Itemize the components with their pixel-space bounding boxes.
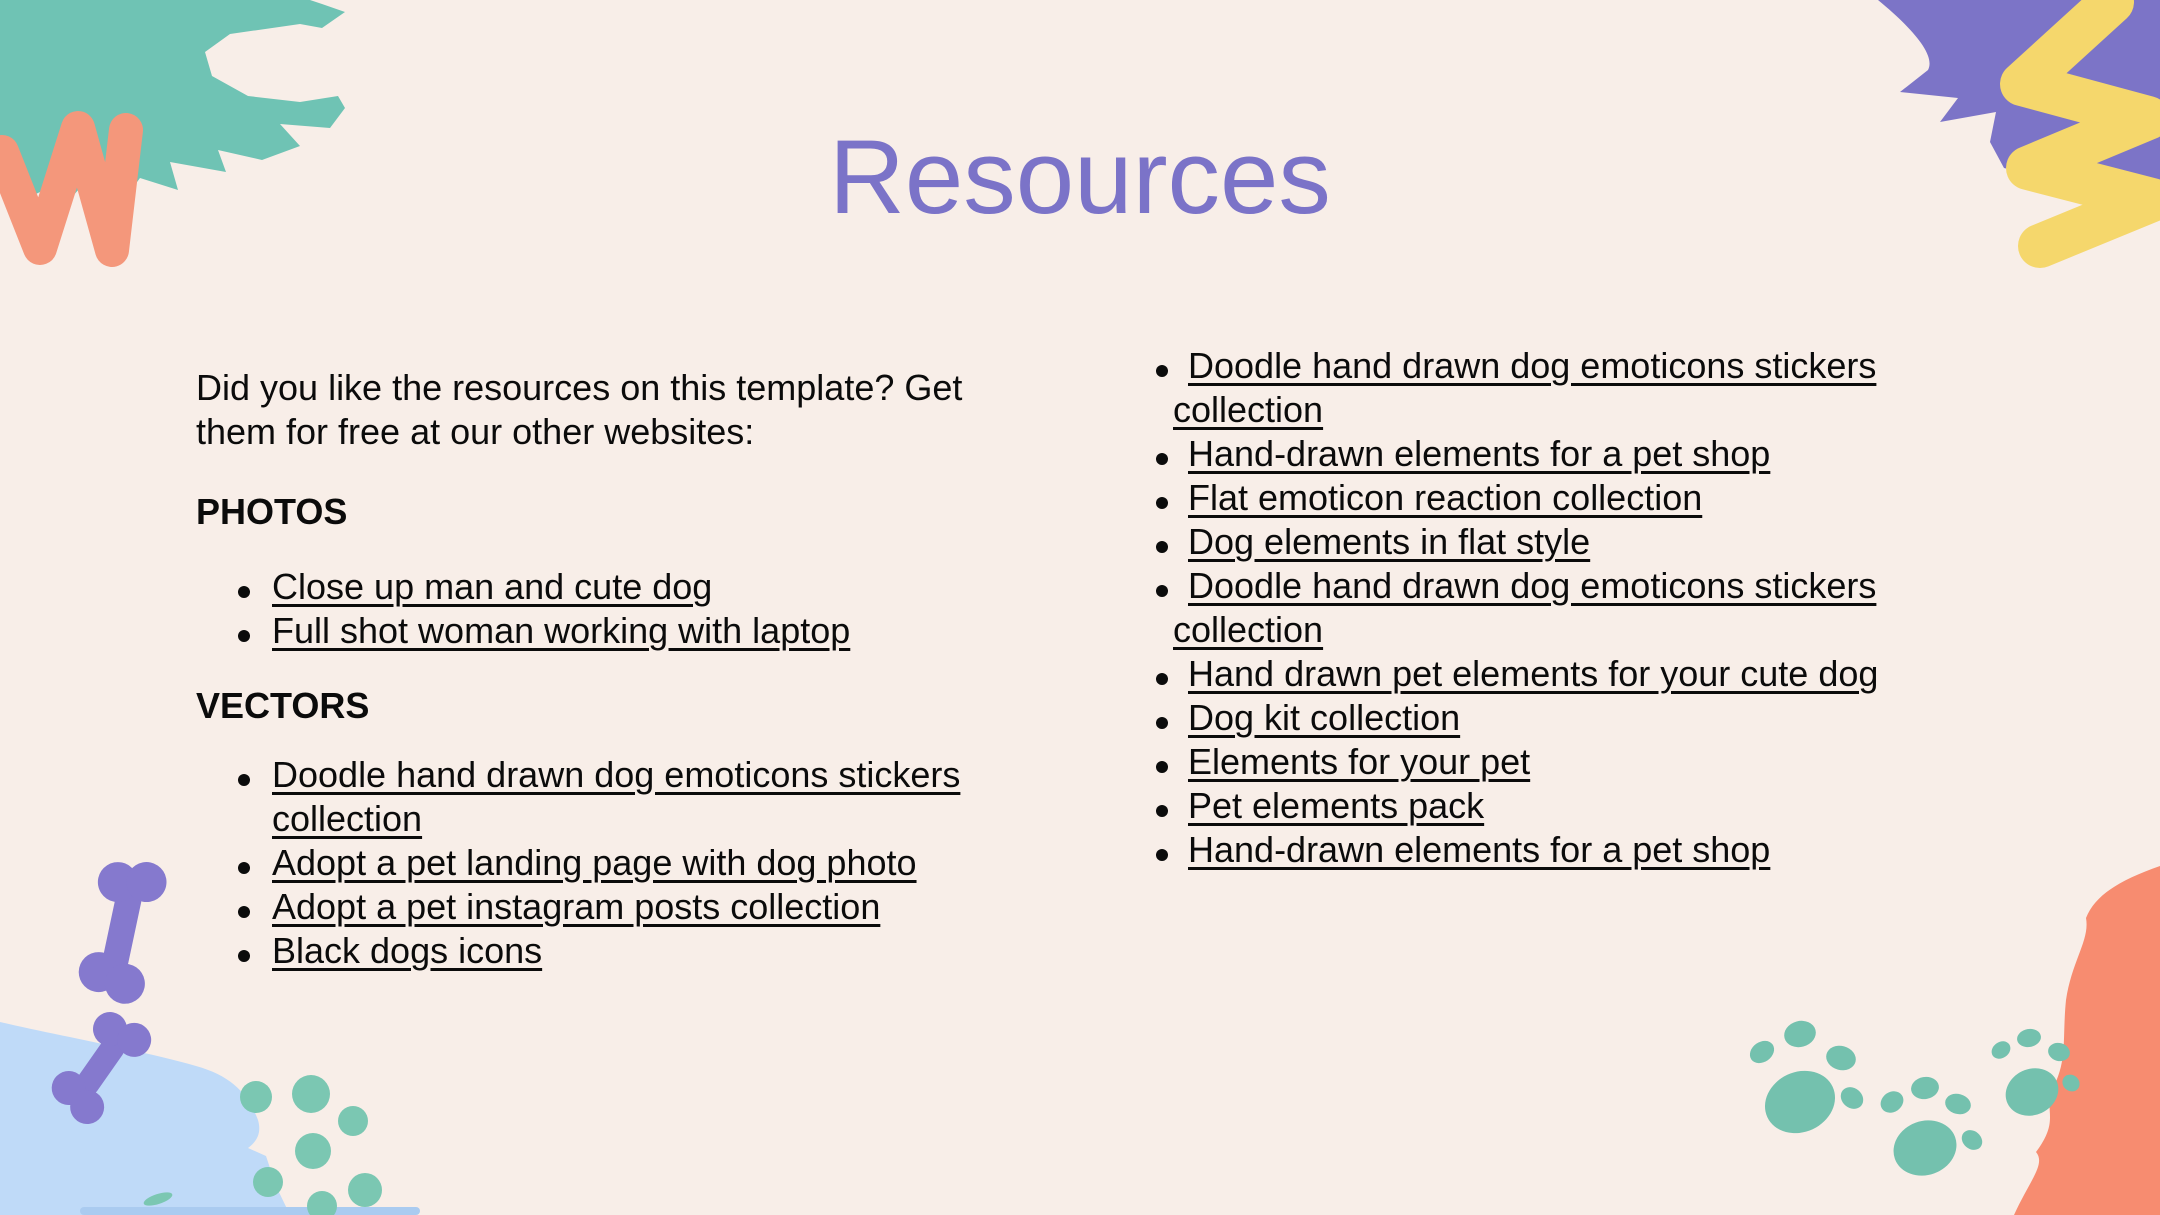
right-resources-list	[1147, 344, 1977, 872]
resource-link[interactable]: Hand-drawn elements for a pet shop	[1188, 829, 1771, 870]
slide-title: Resources	[829, 119, 1331, 236]
resource-link[interactable]: Dog kit collection	[1188, 697, 1461, 738]
list-item[interactable]	[1173, 520, 1977, 564]
photos-heading: PHOTOS	[196, 491, 348, 532]
resource-link[interactable]: Full shot woman working with laptop	[272, 610, 851, 651]
list-item[interactable]	[1173, 828, 1977, 872]
resource-link[interactable]: Black dogs icons	[272, 930, 543, 971]
list-item[interactable]	[272, 609, 996, 653]
resource-link[interactable]: Doodle hand drawn dog emoticons stickers collection	[1173, 345, 1877, 430]
list-item[interactable]	[1173, 652, 1977, 696]
list-item[interactable]	[1173, 344, 1977, 432]
list-item[interactable]	[1173, 740, 1977, 784]
list-item[interactable]	[1173, 476, 1977, 520]
resource-link[interactable]: Hand-drawn elements for a pet shop	[1188, 433, 1771, 474]
vectors-heading: VECTORS	[196, 685, 370, 726]
list-item[interactable]	[1173, 696, 1977, 740]
resource-link[interactable]: Doodle hand drawn dog emoticons stickers collection	[1173, 565, 1877, 650]
resource-link[interactable]: Flat emoticon reaction collection	[1188, 477, 1703, 518]
photos-list	[196, 565, 996, 653]
resource-link[interactable]: Adopt a pet instagram posts collection	[272, 886, 881, 927]
list-item[interactable]	[1173, 784, 1977, 828]
right-column	[1147, 344, 1977, 872]
list-item[interactable]	[272, 841, 996, 885]
resource-link[interactable]: Doodle hand drawn dog emoticons stickers collection	[272, 754, 961, 839]
resource-link[interactable]: Close up man and cute dog	[272, 566, 713, 607]
vectors-list	[196, 753, 996, 973]
list-item[interactable]	[1173, 564, 1977, 652]
resource-link[interactable]: Dog elements in flat style	[1188, 521, 1591, 562]
list-item[interactable]	[272, 753, 996, 841]
intro-line-2: them for free at our other websites:	[196, 411, 755, 452]
list-item[interactable]	[272, 885, 996, 929]
list-item[interactable]	[272, 565, 996, 609]
list-item[interactable]	[272, 929, 996, 973]
resource-link[interactable]: Adopt a pet landing page with dog photo	[272, 842, 917, 883]
intro-line-1: Did you like the resources on this template? Get	[196, 367, 963, 408]
left-column	[196, 344, 996, 973]
resource-link[interactable]: Elements for your pet	[1188, 741, 1531, 782]
resource-link[interactable]: Pet elements pack	[1188, 785, 1485, 826]
list-item[interactable]	[1173, 432, 1977, 476]
resource-link[interactable]: Hand drawn pet elements for your cute dog	[1188, 653, 1879, 694]
